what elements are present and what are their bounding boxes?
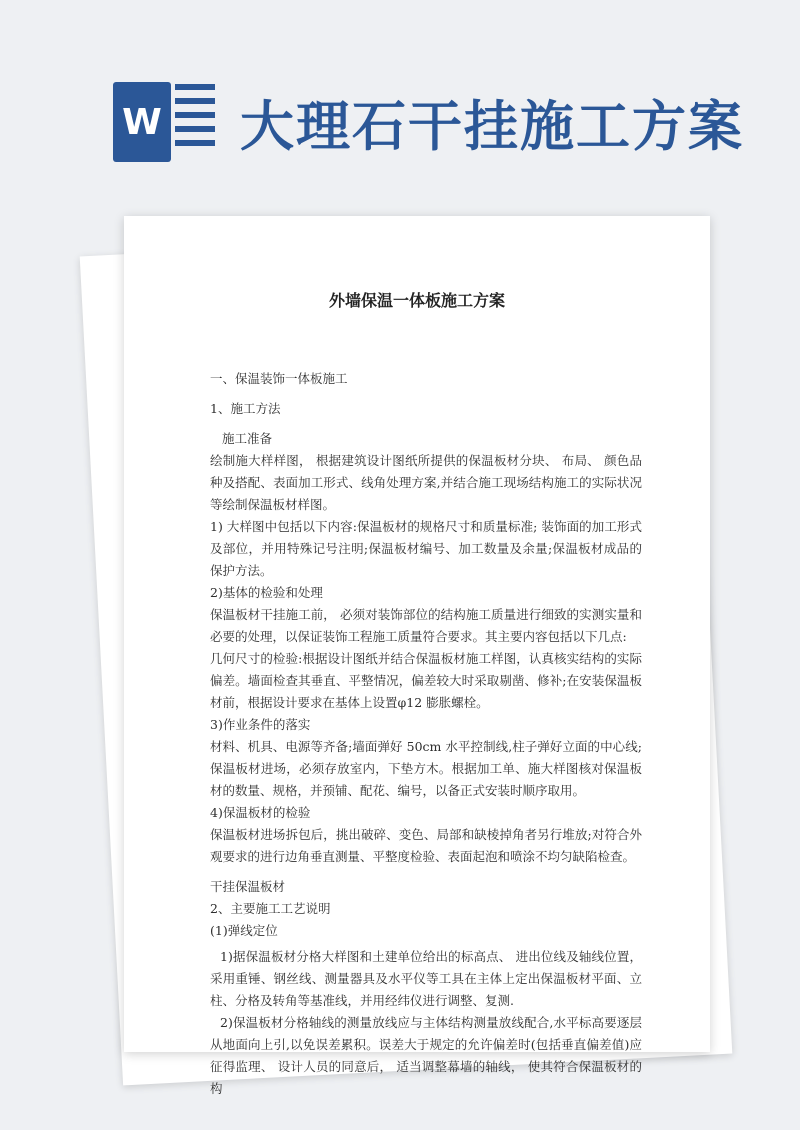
body-paragraph: 绘制施大样样图， 根据建筑设计图纸所提供的保温板材分块、 布局、 颜色品种及搭配、表面加工形式、线角处理方案,并结合施工现场结构施工的实际状况等绘制保温板材样图。: [210, 453, 642, 512]
word-icon: [113, 80, 217, 168]
banner: [0, 0, 800, 200]
section-heading: 一、保温装饰一体板施工: [210, 371, 348, 386]
body-paragraph: 2)保温板材分格轴线的测量放线应与主体结构测量放线配合,水平标高要逐层从地面向上引,以免误差累积。误差大于规定的允许偏差时(包括垂直偏差值)应征得监理、 设计人员的同意后， 适当调整幕墙的轴线， 使其符合保温板材的构: [210, 1015, 642, 1096]
document-title: 外墙保温一体板施工方案: [328, 291, 505, 310]
document-body: [210, 368, 642, 1100]
body-paragraph: 1)据保温板材分格大样图和土建单位给出的标高点、 进出位线及轴线位置， 采用重锤、钢丝线、测量器具及水平仪等工具在主体上定出保温板材平面、立柱、分格及转角等基准线，并用经纬仪进行调整、复测.: [210, 949, 642, 1008]
body-paragraph: 几何尺寸的检验:根据设计图纸并结合保温板材施工样图，认真核实结构的实际偏差。墙面检查其垂直、平整情况，偏差较大时采取剔凿、修补;在安装保温板材前，根据设计要求在基体上设置φ12 膨胀螺栓。: [210, 651, 642, 710]
item-heading: 4)保温板材的检验: [210, 805, 311, 820]
item-heading: 3)作业条件的落实: [210, 717, 311, 732]
item-heading: 2)基体的检验和处理: [210, 585, 323, 600]
subsection-heading: 1、施工方法: [210, 401, 281, 416]
banner-title: 大理石干挂施工方案: [240, 94, 744, 158]
word-logo-lines: [175, 84, 215, 160]
document-page: [124, 216, 710, 1096]
item-heading: 干挂保温板材: [210, 879, 286, 894]
body-paragraph: 材料、机具、电源等齐备;墙面弹好 50cm 水平控制线,柱子弹好立面的中心线;保温板材进场，必须存放室内，下垫方木。根据加工单、施大样图核对保温板材的数量、规格，并预铺、配花、编号，以备正式安装时顺序取用。: [210, 739, 642, 798]
subsection-heading: 2、主要施工工艺说明: [210, 901, 331, 916]
item-heading: 施工准备: [222, 431, 273, 446]
body-paragraph: 保温板材进场拆包后，挑出破碎、变色、局部和缺棱掉角者另行堆放;对符合外观要求的进行边角垂直测量、平整度检验、表面起泡和喷涂不均匀缺陷检查。: [210, 827, 642, 864]
word-logo-letter: W: [113, 82, 171, 162]
item-heading: (1)弹线定位: [210, 923, 278, 938]
body-paragraph: 1) 大样图中包括以下内容:保温板材的规格尺寸和质量标准; 装饰面的加工形式及部位，并用特殊记号注明;保温板材编号、加工数量及余量;保温板材成品的保护方法。: [210, 519, 642, 578]
body-paragraph: 保温板材干挂施工前， 必须对装饰部位的结构施工质量进行细致的实测实量和必要的处理，以保证装饰工程施工质量符合要求。其主要内容包括以下几点:: [210, 607, 642, 644]
